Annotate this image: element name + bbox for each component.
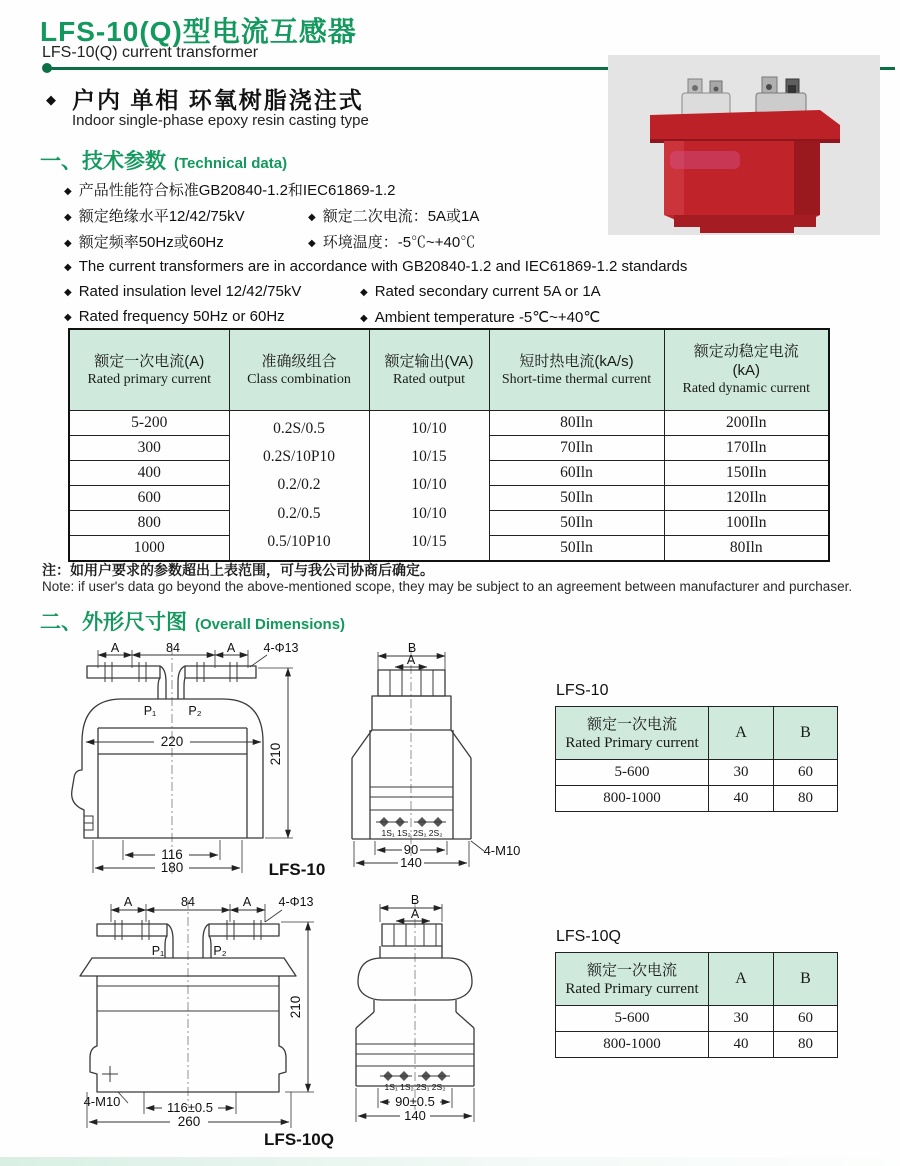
output-item: 10/15 (411, 533, 447, 551)
class-item: 0.2/0.2 (277, 476, 321, 494)
table-row (556, 786, 838, 812)
drawing-label-lfs10: LFS-10 (268, 860, 326, 879)
dim-label-a: A (406, 653, 416, 667)
table-header-row (69, 329, 829, 411)
diamond-bullet-icon: ◆ (64, 212, 72, 223)
lfs10-side-drawing (332, 642, 528, 880)
page-title: LFS-10(Q)型电流互感器 (40, 16, 357, 47)
dim-label-260: 260 (177, 1114, 201, 1129)
cell-range: 800-1000 (556, 1032, 709, 1058)
dim-label-a: A (410, 907, 420, 921)
dim-label-140: 140 (400, 855, 422, 870)
terminal-labels: 1S₁ 1S₂ 2S₁ 2S₂ (381, 828, 443, 838)
table-note-en: Note: if user's data go beyond the above-mentioned scope, they may be subject to an agreement between manufacturer and purchaser. (42, 579, 853, 594)
dim-label-116: 116±0.5 (167, 1100, 213, 1115)
bullet-row (64, 258, 884, 275)
th-class-combination (229, 329, 369, 411)
cell-thermal: 70Iln (489, 436, 664, 461)
cell-rated-output (369, 411, 489, 562)
cell-dynamic: 100Iln (664, 511, 829, 536)
th-en: Rated dynamic current (682, 381, 810, 396)
cell-a: 30 (709, 1006, 774, 1032)
technical-data-table (68, 328, 830, 562)
title-divider-dot (42, 63, 52, 73)
table-header-row (556, 707, 838, 760)
cell-dynamic: 120Iln (664, 486, 829, 511)
dim-label-b: B (410, 894, 420, 907)
th-cn: 短时热电流(kA/s) (519, 352, 634, 370)
cell-b: 80 (774, 786, 838, 812)
table-note-cn: 注：如用户要求的参数超出上表范围，可与我公司协商后确定。 (42, 562, 434, 578)
cell-a: 40 (709, 786, 774, 812)
diamond-bullet-icon: ◆ (64, 312, 72, 323)
dim-table-title-lfs10q: LFS-10Q (556, 928, 621, 945)
bullet-text: 额定频率50Hz或60Hz (78, 234, 224, 251)
bullet-text: Rated secondary current 5A or 1A (374, 283, 601, 300)
rated-output-list (370, 415, 489, 557)
bullet-text: Rated insulation level 12/42/75kV (78, 283, 302, 300)
th-en: Rated Primary current (565, 980, 699, 997)
bullet-row (64, 205, 884, 226)
terminal-label-p1: P₁ (143, 704, 157, 718)
cell-thermal: 50Iln (489, 486, 664, 511)
bullet-text: 额定绝缘水平12/42/75kV (78, 208, 245, 225)
th-rated-primary (556, 707, 709, 760)
output-item: 10/10 (411, 476, 447, 494)
bullet-row (64, 179, 884, 200)
dim-table-lfs10q (555, 952, 838, 1058)
cell-thermal: 50Iln (489, 511, 664, 536)
th-dynamic-current (664, 329, 829, 411)
cell-class-combination (229, 411, 369, 562)
th-cn: 准确级组合 (261, 352, 337, 370)
th-b: B (774, 707, 838, 760)
bullet-text: The current transformers are in accordance with GB20840-1.2 and IEC61869-1.2 standards (78, 258, 688, 275)
th-en: Short-time thermal current (501, 371, 652, 387)
bullet-row (64, 231, 884, 252)
cell-primary: 300 (69, 436, 229, 461)
cell-dynamic: 80Iln (664, 536, 829, 562)
output-item: 10/10 (411, 504, 447, 522)
class-combination-list (230, 415, 369, 557)
dim-label-a1: A (123, 895, 133, 909)
section2-heading (40, 606, 345, 636)
cell-thermal: 80Iln (489, 411, 664, 436)
cell-b: 80 (774, 1032, 838, 1058)
dim-label-90: 90 (403, 842, 419, 857)
th-cn: 额定输出(VA) (384, 352, 474, 370)
cell-primary: 600 (69, 486, 229, 511)
th-unit: (kA) (732, 362, 760, 379)
dim-label-bolts: 4-M10 (483, 843, 521, 858)
bullet-col2 (308, 231, 475, 252)
dim-label-116: 116 (161, 847, 183, 862)
lfs10-front-drawing (60, 642, 345, 880)
dim-label-a2: A (226, 642, 236, 655)
class-item: 0.5/10P10 (267, 533, 331, 551)
th-a: A (709, 707, 774, 760)
section1-heading (40, 145, 287, 175)
bullet-col2 (308, 205, 479, 226)
diamond-bullet-icon: ◆ (360, 287, 368, 298)
diamond-bullet-icon: ◆ (308, 238, 316, 249)
table-row (556, 1032, 838, 1058)
th-cn: 额定动稳定电流 (693, 343, 799, 360)
th-primary-current (69, 329, 229, 411)
cell-thermal: 50Iln (489, 536, 664, 562)
dim-label-90: 90±0.5 (395, 1094, 435, 1109)
th-en: Rated primary current (87, 371, 212, 387)
page-subtitle: LFS-10(Q) current transformer (42, 44, 259, 61)
cell-dynamic: 170Iln (664, 436, 829, 461)
dim-label-220: 220 (160, 734, 184, 749)
cell-primary: 1000 (69, 536, 229, 562)
terminal-label-p2: P₂ (213, 944, 227, 958)
cell-dynamic: 200Iln (664, 411, 829, 436)
table-row (69, 411, 829, 436)
bullet-col2 (360, 283, 601, 300)
class-item: 0.2S/10P10 (263, 448, 335, 466)
bullet-text: 产品性能符合标准GB20840-1.2和IEC61869-1.2 (78, 182, 396, 199)
class-item: 0.2/0.5 (277, 504, 321, 522)
dim-label-140: 140 (404, 1108, 426, 1123)
cell-thermal: 60Iln (489, 461, 664, 486)
cell-dynamic: 150Iln (664, 461, 829, 486)
th-cn: 额定一次电流 (586, 715, 677, 733)
output-item: 10/10 (411, 419, 447, 437)
th-a: A (709, 953, 774, 1006)
diamond-bullet-icon: ◆ (308, 212, 316, 223)
th-rated-output (369, 329, 489, 411)
bottom-accent-bar (0, 1157, 900, 1166)
diamond-bullet-icon: ◆ (64, 238, 72, 249)
cell-a: 30 (709, 760, 774, 786)
section2-heading-cn: 二、外形尺寸图 (40, 611, 187, 634)
th-en: Class combination (247, 371, 351, 387)
dim-label-bolts: 4-M10 (83, 1094, 121, 1109)
bullet-text: Ambient temperature -5℃~+40℃ (374, 309, 601, 326)
output-item: 10/15 (411, 448, 447, 466)
dim-label-holes: 4-Φ13 (278, 895, 314, 909)
section1-heading-cn: 一、技术参数 (40, 150, 166, 173)
cell-primary: 800 (69, 511, 229, 536)
dim-label-84: 84 (166, 642, 180, 655)
bullet-row (64, 283, 884, 300)
table-header-row (556, 953, 838, 1006)
dim-label-a2: A (242, 895, 252, 909)
diamond-bullet-icon: ◆ (64, 287, 72, 298)
dim-label-210: 210 (288, 995, 303, 1019)
feature-line-cn: 户内 单相 环氧树脂浇注式 (72, 87, 364, 113)
feature-line-en: Indoor single-phase epoxy resin casting type (72, 112, 369, 129)
dim-label-180: 180 (160, 860, 184, 875)
drawing-label-lfs10q: LFS-10Q (264, 1130, 334, 1149)
cell-range: 5-600 (556, 1006, 709, 1032)
th-en: Rated Primary current (565, 734, 699, 751)
cell-a: 40 (709, 1032, 774, 1058)
diamond-bullet-icon: ◆ (64, 186, 72, 197)
dim-label-210: 210 (268, 742, 283, 766)
bullet-text: 环境温度：-5℃~+40℃ (322, 234, 476, 251)
diamond-bullet-icon: ◆ (360, 313, 368, 324)
th-en: Rated output (393, 371, 465, 387)
dim-label-84: 84 (181, 895, 195, 909)
th-cn: 额定一次电流(A) (94, 352, 205, 370)
cell-primary: 5-200 (69, 411, 229, 436)
section1-heading-en: (Technical data) (174, 155, 288, 172)
diamond-bullet-icon: ◆ (64, 262, 72, 273)
lfs10q-side-drawing (338, 894, 532, 1146)
th-thermal-current (489, 329, 664, 411)
dim-table-lfs10 (555, 706, 838, 812)
th-b: B (774, 953, 838, 1006)
cell-b: 60 (774, 1006, 838, 1032)
class-item: 0.2S/0.5 (273, 419, 325, 437)
bullet-row (64, 308, 884, 325)
cell-b: 60 (774, 760, 838, 786)
terminal-label-p1: P₁ (151, 944, 165, 958)
dim-table-title-lfs10: LFS-10 (556, 682, 609, 699)
cell-range: 800-1000 (556, 786, 709, 812)
bullet-text: Rated frequency 50Hz or 60Hz (78, 308, 285, 325)
bullet-col2 (360, 308, 600, 326)
table-row (556, 760, 838, 786)
table-row (556, 1006, 838, 1032)
terminal-labels: 1S₁ 1S₂ 2S₁ 2S₂ (384, 1082, 446, 1092)
section2-heading-en: (Overall Dimensions) (195, 616, 346, 633)
dim-label-b: B (407, 642, 417, 655)
cell-primary: 400 (69, 461, 229, 486)
th-cn: 额定一次电流 (586, 961, 677, 979)
terminal-label-p2: P₂ (188, 704, 202, 718)
diamond-bullet-icon: ◆ (46, 92, 56, 107)
cell-range: 5-600 (556, 760, 709, 786)
th-rated-primary (556, 953, 709, 1006)
bullet-text: 额定二次电流：5A或1A (322, 208, 480, 225)
lfs10q-front-drawing (58, 894, 358, 1156)
dim-label-holes: 4-Φ13 (263, 642, 299, 655)
dim-label-a1: A (110, 642, 120, 655)
